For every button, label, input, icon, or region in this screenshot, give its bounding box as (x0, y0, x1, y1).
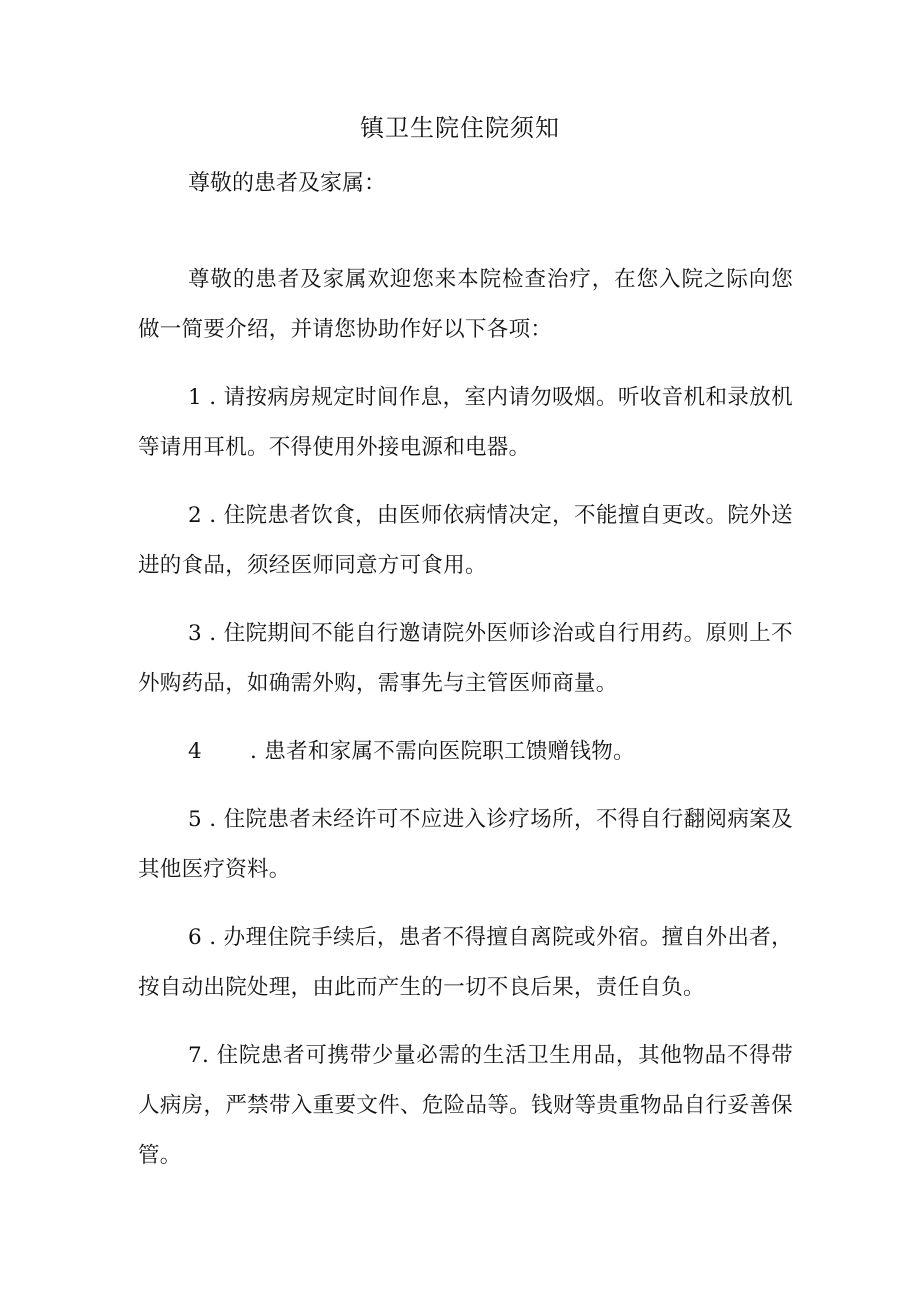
notice-item-6 (138, 913, 793, 1013)
item-number: 5 (188, 807, 202, 832)
notice-item-5 (138, 795, 793, 895)
item-text: . 住院期间不能自行邀请院外医师诊治或自行用药。原则上不外购药品，如确需外购，需事先与主管医师商量。 (138, 621, 793, 696)
item-number: 1 (188, 385, 202, 410)
notice-item-2 (138, 491, 793, 591)
item-text: . 患者和家属不需向医院职工馈赠钱物。 (250, 739, 635, 764)
notice-item-3 (138, 609, 793, 709)
salutation: 尊敬的患者及家属： (188, 171, 387, 196)
item-text: . 住院患者可携带少量必需的生活卫生用品，其他物品不得带人病房，严禁带入重要文件、危险品等。钱财等贵重物品自行妥善保管。 (138, 1043, 793, 1168)
document-title: 镇卫生院住院须知 (360, 114, 560, 142)
item-number: 7 (188, 1043, 202, 1068)
intro-paragraph: 尊敬的患者及家属欢迎您来本院检查治疗，在您入院之际向您做一简要介绍，并请您协助作好以下各项： (138, 267, 793, 342)
document-body (138, 255, 793, 1199)
item-number: 3 (188, 621, 202, 646)
item-number: 6 (188, 925, 202, 950)
item-number: 4 (188, 739, 202, 764)
notice-item-4 (138, 727, 793, 777)
item-text: . 请按病房规定时间作息，室内请勿吸烟。听收音机和录放机等请用耳机。不得使用外接电源和电器。 (138, 385, 793, 460)
item-text: . 住院患者饮食，由医师依病情决定，不能擅自更改。院外送进的食品，须经医师同意方可食用。 (138, 503, 793, 578)
item-text: . 办理住院手续后，患者不得擅自离院或外宿。擅自外出者，按自动出院处理，由此而产生的一切不良后果，责任自负。 (138, 925, 793, 1000)
notice-item-1 (138, 373, 793, 473)
notice-item-7 (138, 1031, 793, 1181)
item-number: 2 (188, 503, 202, 528)
item-text: . 住院患者未经许可不应进入诊疗场所，不得自行翻阅病案及其他医疗资料。 (138, 807, 793, 882)
